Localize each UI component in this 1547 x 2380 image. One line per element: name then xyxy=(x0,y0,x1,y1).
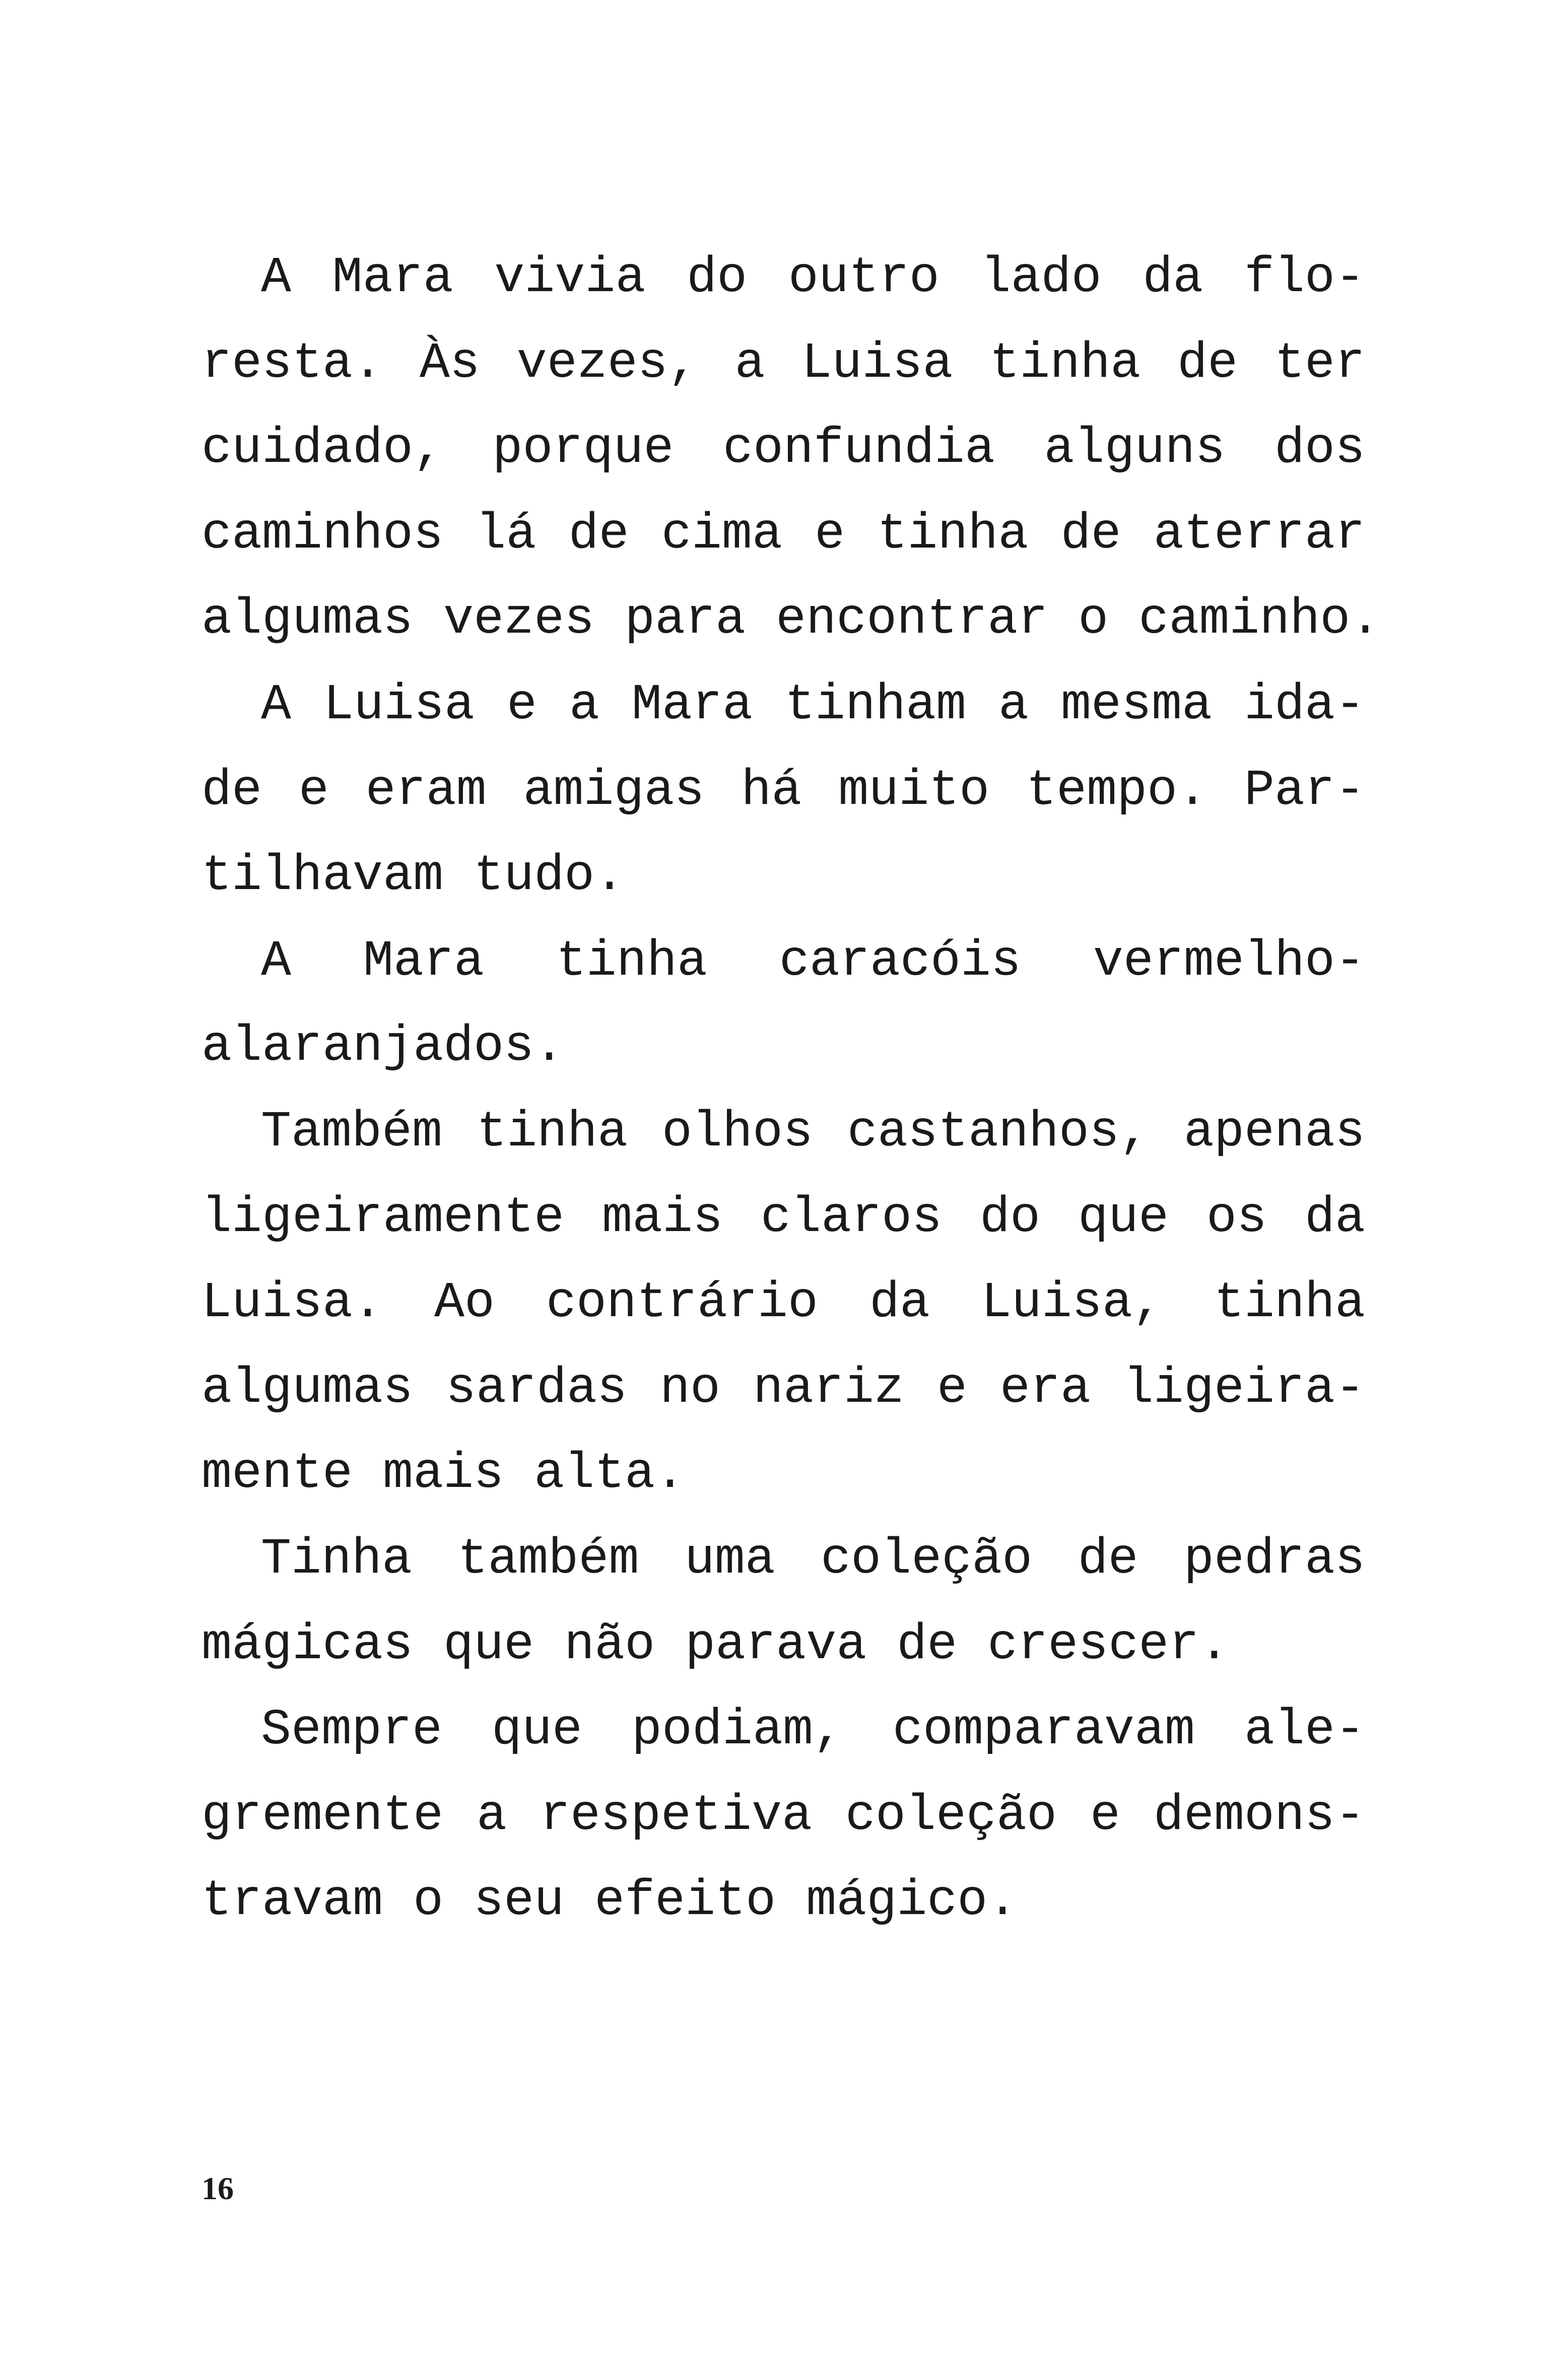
body-text xyxy=(201,236,1381,1944)
text-line: resta. Às vezes, a Luisa tinha de ter xyxy=(201,335,1365,392)
paragraph xyxy=(201,919,1365,1090)
text-line: gremente a respetiva coleção e demons- xyxy=(201,1787,1365,1845)
page-number: 16 xyxy=(201,2170,234,2206)
text-line: Sempre que podiam, comparavam ale- xyxy=(261,1702,1365,1759)
paragraph xyxy=(201,236,1381,663)
text-line: tilhavam tudo. xyxy=(201,848,625,905)
text-line: Também tinha olhos castanhos, apenas xyxy=(261,1104,1365,1161)
text-line: mágicas que não parava de crescer. xyxy=(201,1616,1230,1674)
text-line: A Mara tinha caracóis vermelho- xyxy=(261,933,1365,990)
paragraph xyxy=(201,1688,1365,1944)
text-line: alaranjados. xyxy=(201,1018,565,1076)
text-line: A Mara vivia do outro lado da flo- xyxy=(261,250,1365,307)
text-line: Luisa. Ao contrário da Luisa, tinha xyxy=(201,1275,1365,1332)
paragraph xyxy=(201,1517,1365,1688)
text-line: ligeiramente mais claros do que os da xyxy=(201,1189,1365,1247)
text-line: mente mais alta. xyxy=(201,1446,686,1503)
text-line: Tinha também uma coleção de pedras xyxy=(261,1531,1365,1588)
text-line: caminhos lá de cima e tinha de aterrar xyxy=(201,506,1365,563)
text-line: A Luisa e a Mara tinham a mesma ida- xyxy=(261,676,1365,734)
paragraph xyxy=(201,1090,1365,1517)
paragraph xyxy=(201,663,1365,919)
text-line: cuidado, porque confundia alguns dos xyxy=(201,421,1365,478)
text-line: algumas vezes para encontrar o caminho. xyxy=(201,591,1381,649)
text-line: de e eram amigas há muito tempo. Par- xyxy=(201,762,1365,820)
text-line: travam o seu efeito mágico. xyxy=(201,1873,1018,1930)
text-line: algumas sardas no nariz e era ligeira- xyxy=(201,1360,1365,1417)
